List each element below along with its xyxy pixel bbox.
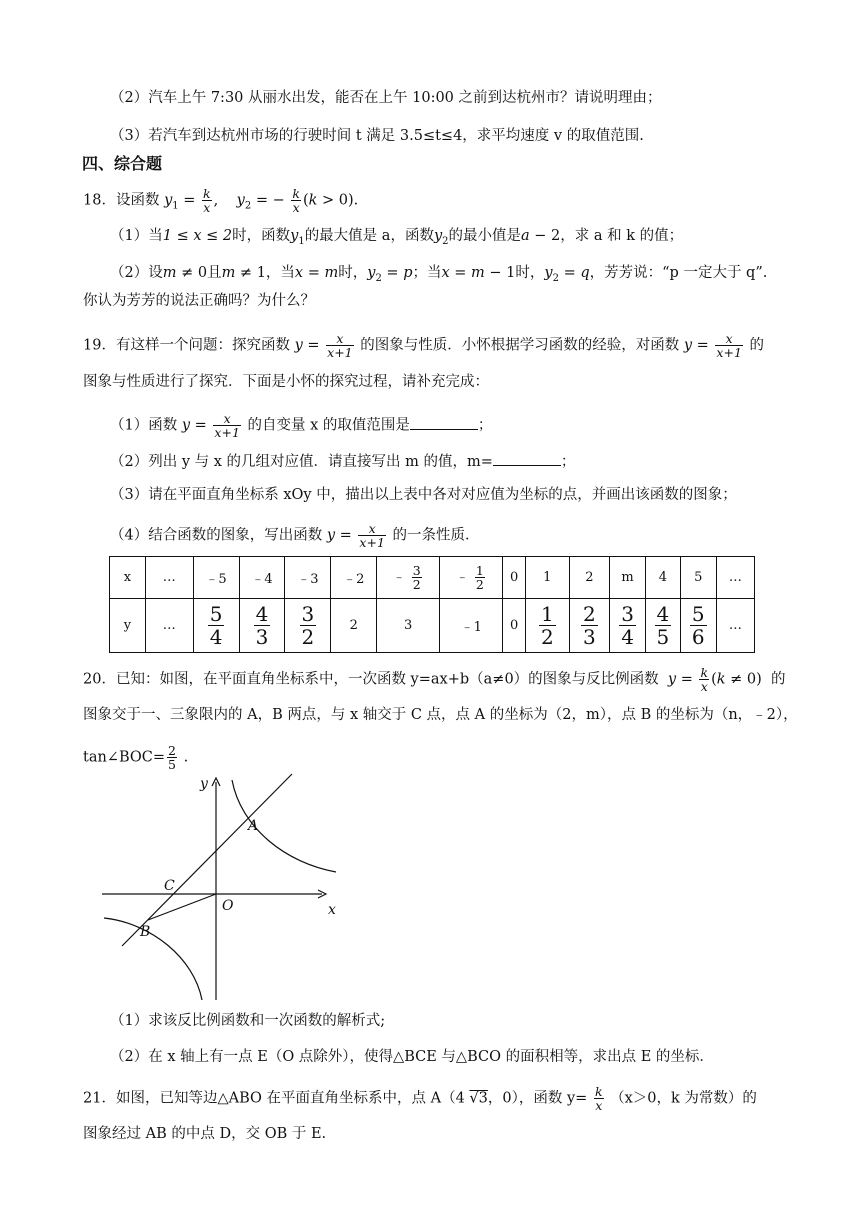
table-cell: 4 [646,557,680,599]
label-o: O [222,898,234,914]
table-cell: $\frac{4}{3}$ [239,599,285,653]
table-cell: 0 [503,557,525,599]
table-cell: 1 [525,557,569,599]
label-x: x [328,902,336,918]
label-y: y [200,776,208,792]
q19-part4: （4）结合函数的图象，写出函数 y = $\frac{x}{x+1}$ 的一条性质． [110,521,480,550]
label-a: A [248,818,259,834]
answer-blank[interactable] [493,451,561,466]
table-cell: … [145,557,193,599]
coordinate-graph [96,768,346,1008]
q19-part2: （2）列出 y 与 x 的几组对应值．请直接写出 m 的值，m= ； [110,451,575,472]
q17-part3: （3）若汽车到达杭州市场的行驶时间 t 满足 3.5≤t≤4，求平均速度 v 的取值范围. [110,128,644,144]
table-row [110,599,755,653]
q19-stem: 19．有这样一个问题：探究函数 y = $\frac{x}{x+1}$ 的图象与性质．小怀根据学习函数的经验，对函数 y = $\frac{x}{x+1}$ 的 [83,331,765,360]
q17-part2: （2）汽车上午 7:30 从丽水出发，能否在上午 10:00 之前到达杭州市？请说明理由； [110,90,662,106]
table-cell: x [110,557,146,599]
table-cell: $\frac{3}{4}$ [609,599,645,653]
section-heading: 四、综合题 [82,154,163,173]
table-cell: $\frac{2}{3}$ [569,599,609,653]
q19-part1: （1）函数 y = $\frac{x}{x+1}$ 的自变量 x 的取值范围是 ； [110,411,493,440]
table-cell: y [110,599,146,653]
table-cell: 5 [680,557,716,599]
table-cell: $\frac{5}{6}$ [680,599,716,653]
q19-stem-cont: 图象与性质进行了探究．下面是小怀的探究过程，请补充完成： [83,374,489,390]
q20-stem-cont: 图象交于一、三象限内的 A，B 两点，与 x 轴交于 C 点，点 A 的坐标为（2，m），点 B 的坐标为（n，﹣2）， [83,707,798,723]
table-cell: $\frac{3}{2}$ [285,599,331,653]
q18-stem: 18．设函数 $y_1$ = $\frac{k}{x}$ , $y_2$ = − $\frac{k}{x}$ (k > 0). [83,186,359,215]
q20-part2: （2）在 x 轴上有一点 E（O 点除外），使得△BCE 与△BCO 的面积相等，求出点 E 的坐标． [110,1049,714,1065]
table-cell: ﹣ $\frac{1}{2}$ [440,557,503,599]
table-cell: m [609,557,645,599]
table-cell: $\frac{4}{5}$ [646,599,680,653]
label-c: C [164,878,175,894]
q21-stem-cont: 图象经过 AB 的中点 D，交 OB 于 E. [83,1126,327,1142]
q18-part1: （1）当1 ≤ x ≤ 2时，函数$y_1$的最大值是 a，函数$y_2$的最小值是a − 2，求 a 和 k 的值； [110,228,684,247]
table-cell: 0 [503,599,525,653]
q18-question: 你认为芳芳的说法正确吗？为什么？ [83,293,315,309]
q21-stem: 21．如图，已知等边△ABO 在平面直角坐标系中，点 A（4 √3，0），函数 y= $\frac{k}{x}$ （x＞0，k 为常数）的 [83,1084,757,1113]
table-cell: … [716,557,754,599]
table-row [110,557,755,599]
value-table [109,556,755,653]
q19-part3: （3）请在平面直角坐标系 xOy 中，描出以上表中各对对应值为坐标的点，并画出该函数的图象； [110,487,737,503]
q20-stem: 20．已知：如图，在平面直角坐标系中，一次函数 y=ax+b（a≠0）的图象与反比例函数 y = $\frac{k}{x}$ (k ≠ 0) 的 [83,665,786,694]
table-cell: $\frac{1}{2}$ [525,599,569,653]
linear-function-line [122,774,292,946]
segment-bo [148,894,216,920]
q18-part2: （2）设m ≠ 0且m ≠ 1，当x = m时，$y_2 = p$；当x = m − 1时，$y_2 = q$，芳芳说：“p 一定大于 q”. [110,265,768,284]
table-cell: 2 [569,557,609,599]
table-cell: ﹣5 [193,557,239,599]
table-cell: … [145,599,193,653]
q20-stem-tan: tan∠BOC= $\frac{2}{5}$ . [83,743,189,772]
table-cell: ﹣ $\frac{3}{2}$ [377,557,440,599]
hyperbola-branch-q3 [104,918,202,1000]
table-cell: ﹣2 [331,557,377,599]
table-cell: ﹣4 [239,557,285,599]
table-cell: 2 [331,599,377,653]
table-cell: 3 [377,599,440,653]
q20-part1: （1）求该反比例函数和一次函数的解析式; [110,1013,386,1029]
table-cell: $\frac{5}{4}$ [193,599,239,653]
table-cell: ﹣1 [440,599,503,653]
label-b: B [140,924,151,940]
table-cell: ﹣3 [285,557,331,599]
answer-blank[interactable] [410,415,478,430]
table-cell: … [716,599,754,653]
